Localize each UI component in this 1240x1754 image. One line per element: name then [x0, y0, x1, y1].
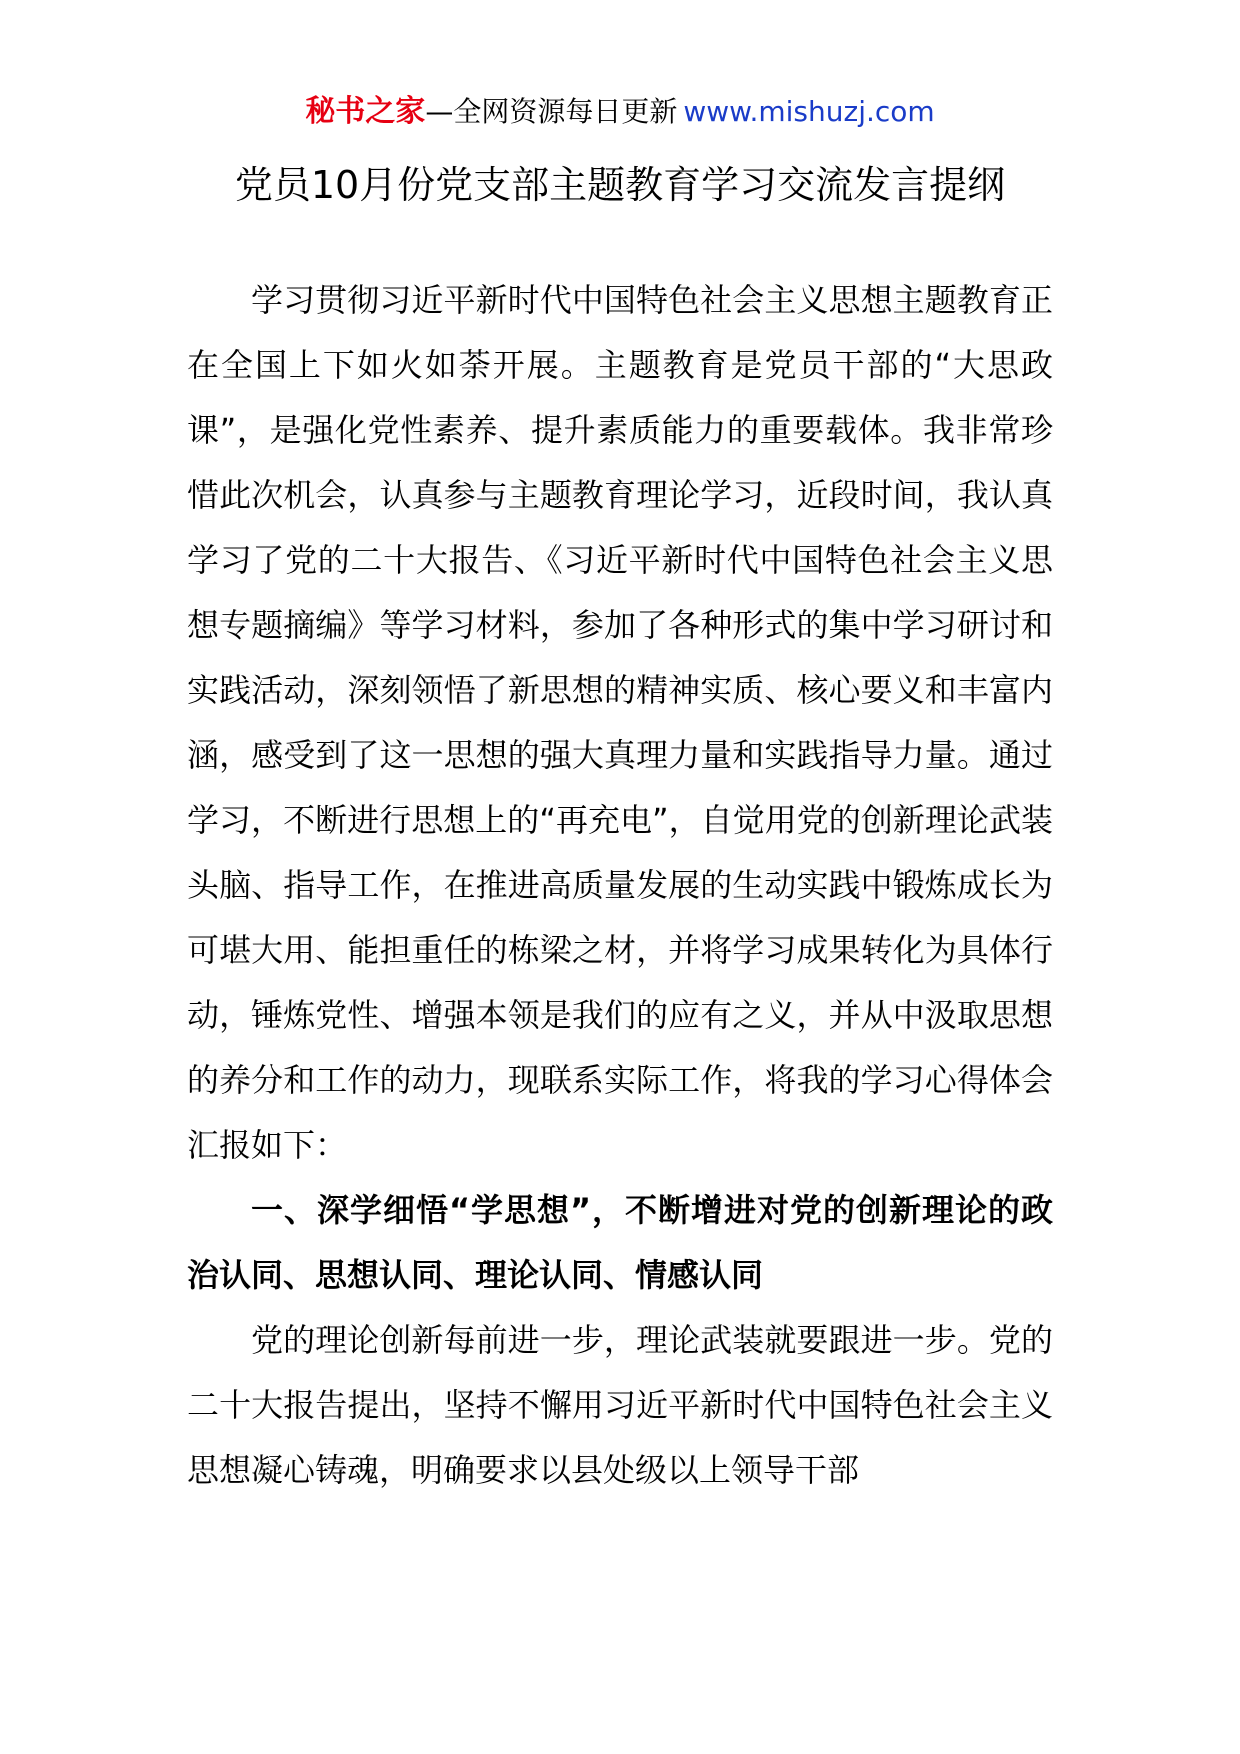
- site-brand-name: 秘书之家: [305, 94, 426, 129]
- intro-paragraph: 学习贯彻习近平新时代中国特色社会主义思想主题教育正在全国上下如火如荼开展。主题教育是党员干部的“大思政课”，是强化党性素养、提升素质能力的重要载体。我非常珍惜此次机会，认真参与主题教育理论学习，近段时间，我认真学习了党的二十大报告、《习近平新时代中国特色社会主义思想专题摘编》等学习材料，参加了各种形式的集中学习研讨和实践活动，深刻领悟了新思想的精神实质、核心要义和丰富内涵，感受到了这一思想的强大真理力量和实践指导力量。通过学习，不断进行思想上的“再充电”，自觉用党的创新理论武装头脑、指导工作，在推进高质量发展的生动实践中锻炼成长为可堪大用、能担重任的栋梁之材，并将学习成果转化为具体行动，锤炼党性、增强本领是我们的应有之义，并从中汲取思想的养分和工作的动力，现联系实际工作，将我的学习心得体会汇报如下：: [187, 281, 1053, 1164]
- section-1-paragraph: 党的理论创新每前进一步，理论武装就要跟进一步。党的二十大报告提出，坚持不懈用习近平新时代中国特色社会主义思想凝心铸魂，明确要求以县处级以上领导干部: [187, 1321, 1053, 1489]
- site-url-link[interactable]: www.mishuzj.com: [683, 95, 935, 128]
- site-tagline: —全网资源每日更新: [425, 95, 678, 128]
- section-heading-1: 一、深学细悟“学思想”，不断增进对党的创新理论的政治认同、思想认同、理论认同、情感认同: [187, 1191, 1053, 1294]
- site-header-banner: [0, 92, 1240, 132]
- document-body: [187, 268, 1053, 1503]
- document-title: 党员10月份党支部主题教育学习交流发言提纲: [234, 163, 1006, 207]
